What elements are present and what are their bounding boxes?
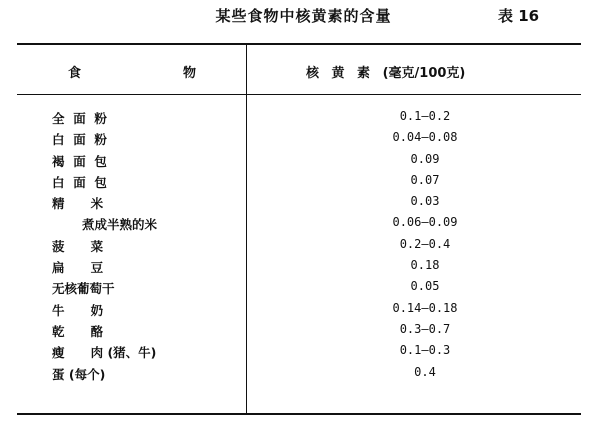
food-name: 蛋 (每个) <box>52 366 106 382</box>
table-row <box>0 109 607 130</box>
riboflavin-value: 0.18 <box>410 258 440 273</box>
food-name: 全 面 粉 <box>52 111 107 126</box>
table-row <box>0 152 607 173</box>
table-row <box>0 194 607 215</box>
table-number: 表 16 <box>498 7 540 25</box>
food-name: 煮成半熟的米 <box>82 217 158 233</box>
food-name: 扁 豆 <box>52 260 104 276</box>
header-riboflavin-content: 核 黄 素 (毫克/100克) <box>306 66 466 81</box>
riboflavin-value: 0.09 <box>410 151 440 166</box>
riboflavin-value: 0.03 <box>410 194 440 209</box>
riboflavin-value: 0.2—0.4 <box>399 236 451 251</box>
table-row <box>0 301 607 322</box>
riboflavin-value: 0.14—0.18 <box>392 300 458 315</box>
food-name: 白 面 粉 <box>52 132 107 148</box>
food-name: 无核葡萄干 <box>52 281 115 297</box>
table-row <box>0 322 607 343</box>
header-rule <box>17 94 581 95</box>
food-name: 菠 菜 <box>52 238 104 254</box>
table-row <box>0 258 607 279</box>
table-row <box>0 365 607 386</box>
table-row <box>0 173 607 194</box>
header-food-char-2: 物 <box>183 66 197 81</box>
table-row <box>0 215 607 236</box>
food-name: 褐 面 包 <box>52 153 107 169</box>
food-name: 精 米 <box>52 196 104 212</box>
table-row <box>0 343 607 364</box>
riboflavin-value: 0.4 <box>414 364 436 379</box>
top-rule <box>17 43 581 45</box>
table-row <box>0 279 607 300</box>
food-name: 乾 酪 <box>52 323 104 339</box>
riboflavin-value: 0.05 <box>410 279 440 294</box>
bottom-rule <box>17 413 581 415</box>
table-title: 某些食物中核黄素的含量 <box>215 7 392 25</box>
riboflavin-value: 0.3—0.7 <box>399 321 451 336</box>
riboflavin-value: 0.07 <box>410 172 440 187</box>
riboflavin-value: 0.04—0.08 <box>392 130 458 145</box>
food-name: 牛 奶 <box>52 302 104 318</box>
food-name: 白 面 包 <box>52 174 107 190</box>
table-row <box>0 237 607 258</box>
riboflavin-value: 0.06—0.09 <box>392 215 458 230</box>
riboflavin-value: 0.1—0.2 <box>399 109 451 123</box>
food-name: 瘦 肉 (猪、牛) <box>52 345 157 361</box>
riboflavin-value: 0.1—0.3 <box>399 343 451 358</box>
table-body <box>0 109 607 386</box>
header-food-char-1: 食 <box>68 66 82 81</box>
table-row <box>0 130 607 151</box>
